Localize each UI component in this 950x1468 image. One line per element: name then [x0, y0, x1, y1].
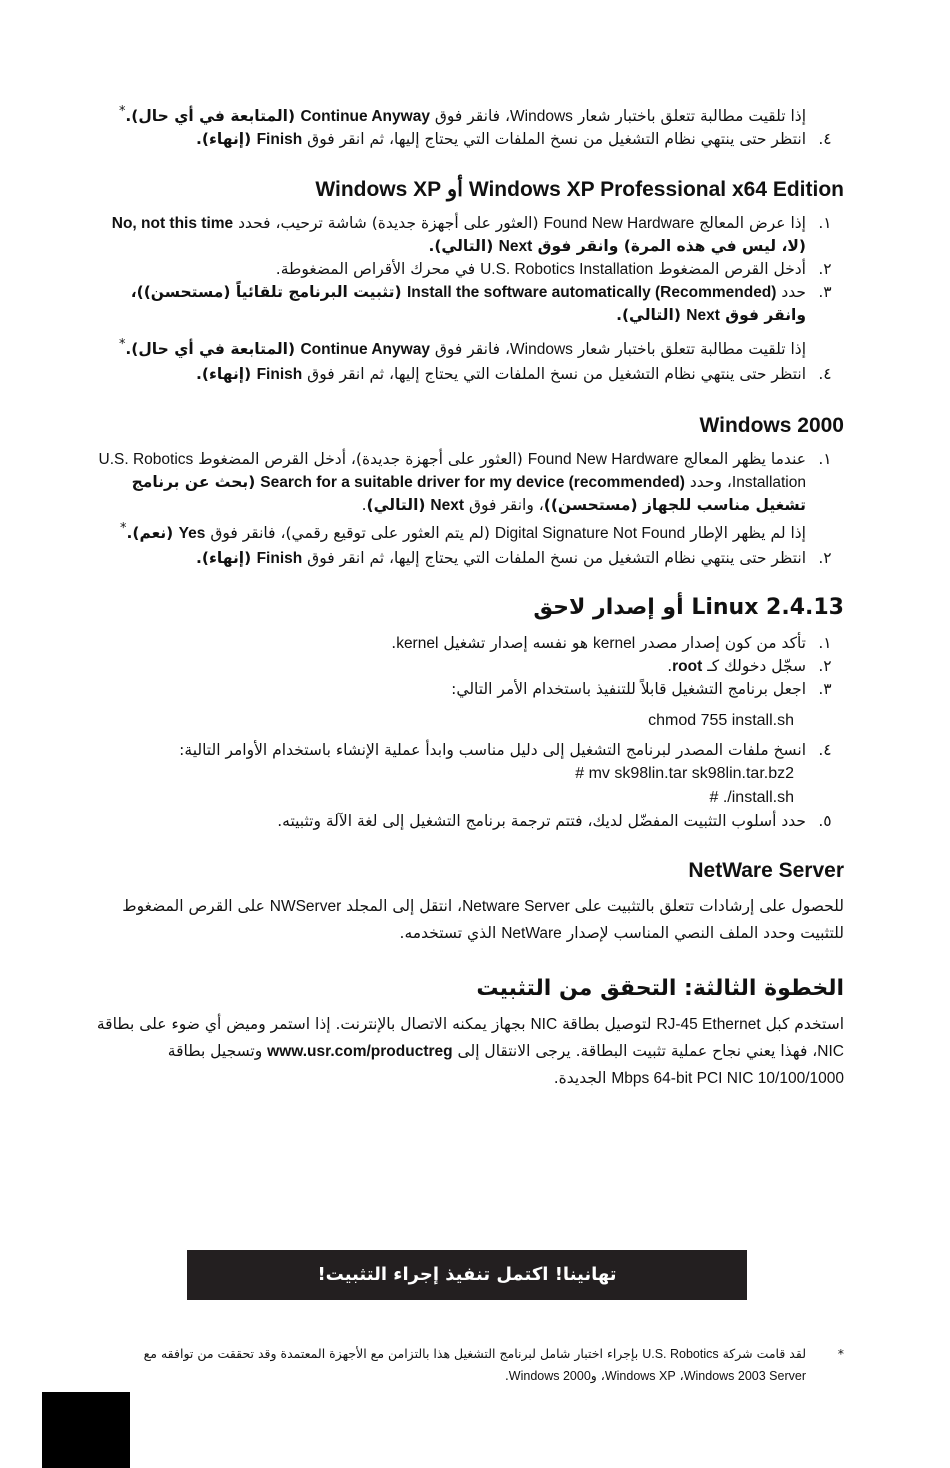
list-item: ٣. حدد Install the software automatically (Recommended) (تثبيت البرنامج تلقائياً (مستحسن))، وانقر فوق Next (التالي). — [84, 281, 844, 327]
list-item-text: عندما يظهر المعالج Found New Hardware (العثور على أجهزة جديدة)، أدخل القرص المضغوط U.S. Robotics Installation، وحدد Search for a suitable driver for my device (recommended) (بحث عن برنامج تشغيل مناسب للجهاز (مستحسن))، وانقر فوق Next (التالي). إذا لم يظهر الإطار Digital Signature Not Found (لم يتم العثور على توقيع رقمي)، فانقر فوق Yes (نعم).* — [98, 450, 806, 543]
netware-paragraph: للحصول على إرشادات تتعلق بالتثبيت على Netware Server، انتقل إلى المجلد NWServer على القرص المضغوط للتثبيت وحدد الملف النصي المناسب لإصدار NetWare الذي تستخدمه. — [122, 897, 844, 943]
list-item: ١. تأكد من كون إصدار مصدر kernel هو نفسه إصدار تشغيل kernel. — [84, 632, 844, 655]
list-item: ٣. اجعل برنامج التشغيل قابلاً للتنفيذ باستخدام الأمر التالي: — [84, 678, 844, 701]
list-item-text: انتظر حتى ينتهي نظام التشغيل من نسخ الملفات التي يحتاج إليها، ثم انقر فوق Finish (إنهاء). — [196, 549, 806, 568]
command-line: chmod 755 install.sh — [648, 712, 794, 730]
footnote-marker: * — [837, 1346, 844, 1361]
page-tab-block — [42, 1392, 130, 1468]
list-item: ٤. انتظر حتى ينتهي نظام التشغيل من نسخ الملفات التي يحتاج إليها، ثم انقر فوق Finish (إنهاء). — [84, 128, 844, 151]
verify-paragraph: استخدم كبل RJ-45 Ethernet لتوصيل بطاقة NIC بجهاز يمكنه الاتصال بالإنترنت. إذا استمر وميض أي ضوء على بطاقة NIC، فهذا يعني نجاح عملية تثبيت البطاقة. يرجى الانتقال إلى www.usr.com/productreg وتسجيل بطاقة 10/100/1000 Mbps 64-bit PCI NIC الجديدة. — [96, 1015, 844, 1088]
list-item: ١. إذا عرض المعالج Found New Hardware (العثور على أجهزة جديدة) شاشة ترحيب، فحدد No, not this time (لا، ليس في هذه المرة) وانقر فوق Next (التالي). — [84, 212, 844, 258]
list-item-text: انتظر حتى ينتهي نظام التشغيل من نسخ الملفات التي يحتاج إليها، ثم انقر فوق Finish (إنهاء). — [196, 130, 806, 149]
logo-test-note: إذا تلقيت مطالبة تتعلق باختبار شعار Windows، فانقر فوق Continue Anyway (المتابعة في أي حال).* — [118, 337, 806, 359]
list-item: ٢. أدخل القرص المضغوط U.S. Robotics Installation في محرك الأقراص المضغوطة. — [84, 258, 844, 281]
list-item-text: حدد Install the software automatically (Recommended) (تثبيت البرنامج تلقائياً (مستحسن))، وانقر فوق Next (التالي). — [130, 283, 806, 325]
logo-test-note: إذا تلقيت مطالبة تتعلق باختبار شعار Windows، فانقر فوق Continue Anyway (المتابعة في أي حال).* — [118, 104, 806, 126]
command-line: # ./install.sh — [709, 789, 794, 807]
document-body — [84, 96, 844, 1092]
footnote-text: لقد قامت شركة U.S. Robotics بإجراء اختبار شامل لبرنامج التشغيل هذا بالتزامن مع الأجهزة المعتمدة وقد تحققت من توافقه مع Windows 2003 Server، Windows XP، وWindows 2000. — [143, 1346, 806, 1383]
list-item-text: انسخ ملفات المصدر لبرنامج التشغيل إلى دليل مناسب وابدأ عملية الإنشاء باستخدام الأوامر التالية: — [179, 741, 806, 760]
section-heading-step-3: الخطوة الثالثة: التحقق من التثبيت — [476, 976, 844, 1002]
registration-link[interactable]: www.usr.com/productreg — [267, 1043, 453, 1061]
list-item-text: انتظر حتى ينتهي نظام التشغيل من نسخ الملفات التي يحتاج إليها، ثم انقر فوق Finish (إنهاء). — [196, 365, 806, 384]
list-item: ٢. انتظر حتى ينتهي نظام التشغيل من نسخ الملفات التي يحتاج إليها، ثم انقر فوق Finish (إنهاء). — [84, 547, 844, 570]
section-heading-netware: NetWare Server — [688, 859, 844, 883]
list-item: ٤. انتظر حتى ينتهي نظام التشغيل من نسخ الملفات التي يحتاج إليها، ثم انقر فوق Finish (إنهاء). — [84, 363, 844, 386]
list-item-text: تأكد من كون إصدار مصدر kernel هو نفسه إصدار تشغيل kernel. — [391, 634, 806, 653]
section-heading-linux: Linux 2.4.13 أو إصدار لاحق — [533, 595, 844, 621]
command-line: # mv sk98lin.tar sk98lin.tar.bz2 — [575, 765, 794, 783]
list-item-text: أدخل القرص المضغوط U.S. Robotics Installation في محرك الأقراص المضغوطة. — [275, 260, 806, 279]
footnote — [104, 1343, 844, 1387]
list-item: ٥. حدد أسلوب التثبيت المفضّل لديك، فتتم ترجمة برنامج التشغيل إلى لغة الآلة وتثبيته. — [84, 810, 844, 833]
list-item: ٤. انسخ ملفات المصدر لبرنامج التشغيل إلى دليل مناسب وابدأ عملية الإنشاء باستخدام الأوامر التالية: — [84, 739, 844, 762]
list-item: ٢. سجّل دخولك كـ root. — [84, 655, 844, 678]
list-item-text: حدد أسلوب التثبيت المفضّل لديك، فتتم ترجمة برنامج التشغيل إلى لغة الآلة وتثبيته. — [277, 812, 806, 831]
list-item-text: اجعل برنامج التشغيل قابلاً للتنفيذ باستخدام الأمر التالي: — [451, 680, 806, 699]
section-heading-windows-2000: Windows 2000 — [699, 414, 844, 438]
section-heading-windows-xp: Windows XP Professional x64 Edition أو Windows XP — [315, 178, 844, 202]
congratulations-banner: تهانينا! اكتمل تنفيذ إجراء التثبيت! — [187, 1250, 747, 1300]
signature-note: إذا لم يظهر الإطار Digital Signature Not Found (لم يتم العثور على توقيع رقمي)، فانقر فوق Yes (نعم).* — [120, 521, 806, 543]
list-item-text: إذا عرض المعالج Found New Hardware (العثور على أجهزة جديدة) شاشة ترحيب، فحدد No, not this time (لا، ليس في هذه المرة) وانقر فوق Next (التالي). — [111, 214, 806, 256]
list-item: ١. عندما يظهر المعالج Found New Hardware (العثور على أجهزة جديدة)، أدخل القرص المضغوط U.S. Robotics Installation، وحدد Search for a suitable driver for my device (recommended) (بحث عن برنامج تشغيل مناسب للجهاز (مستحسن))، وانقر فوق Next (التالي). إذا لم يظهر الإطار Digital Signature Not Found (لم يتم العثور على توقيع رقمي)، فانقر فوق Yes (نعم).* — [84, 448, 844, 545]
list-item-text: سجّل دخولك كـ root. — [667, 657, 806, 676]
